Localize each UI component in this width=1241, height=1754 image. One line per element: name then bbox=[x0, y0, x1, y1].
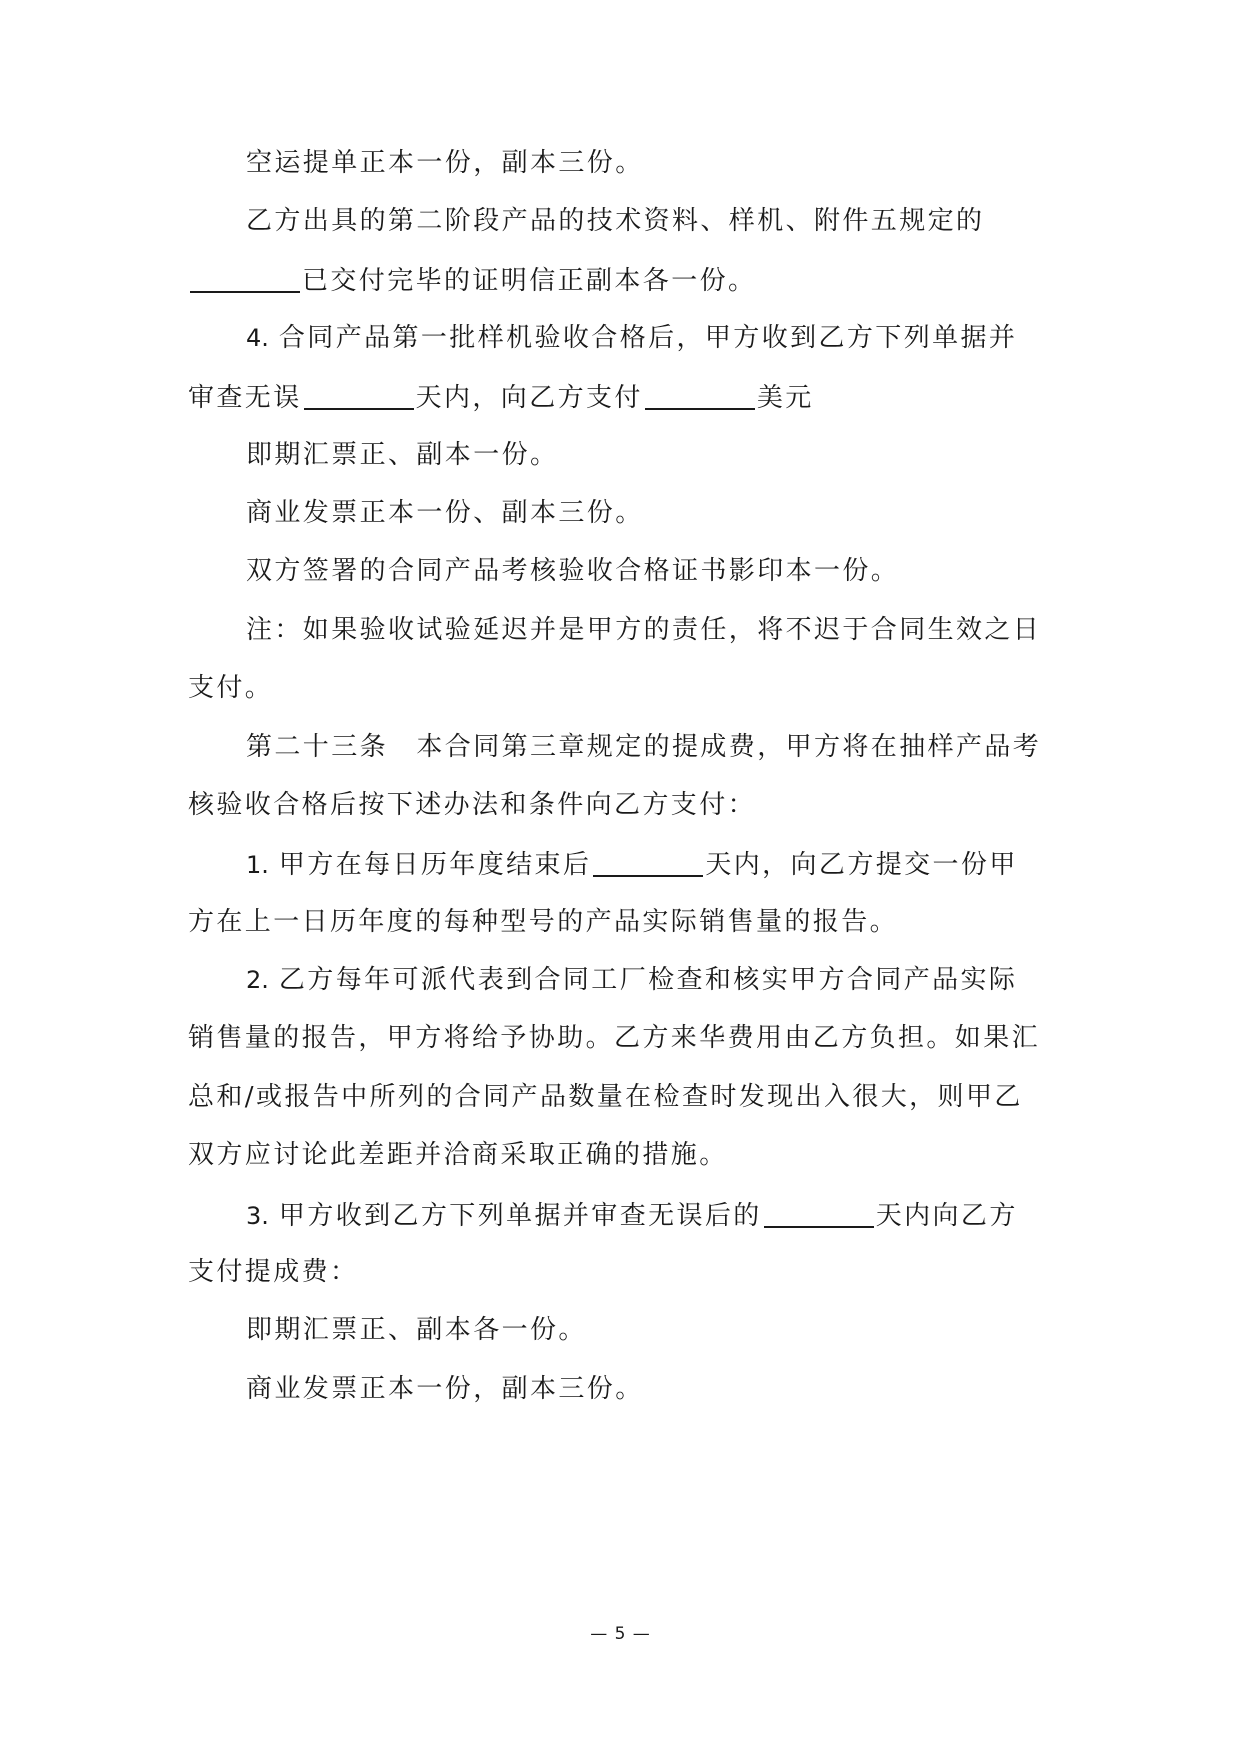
fill-in-blank bbox=[304, 378, 414, 410]
fill-in-blank bbox=[764, 1196, 874, 1228]
line-text: 甲方收到乙方下列单据并审查无误后的 bbox=[278, 1201, 762, 1231]
paragraph-line bbox=[246, 612, 1068, 648]
line-text: 即期汇票正、副本一份。 bbox=[246, 440, 559, 470]
line-text: 商业发票正本一份，副本三份。 bbox=[246, 1374, 644, 1404]
paragraph-line bbox=[246, 729, 1068, 765]
paragraph-line bbox=[188, 904, 1068, 940]
paragraph-line bbox=[246, 845, 1068, 883]
line-text: 支付。 bbox=[188, 673, 274, 703]
line-text: 总和/或报告中所列的合同产品数量在检查时发现出入很大，则甲乙 bbox=[188, 1082, 1023, 1112]
line-text: 甲方在每日历年度结束后 bbox=[278, 850, 592, 880]
line-text: 第二十三条 本合同第三章规定的提成费，甲方将在抽样产品考 bbox=[246, 732, 1042, 762]
line-text: 已交付完毕的证明信正副本各一份。 bbox=[302, 266, 757, 296]
item-number: 1. bbox=[246, 851, 269, 879]
paragraph-line bbox=[246, 495, 1068, 531]
line-text: 天内向乙方 bbox=[875, 1201, 1018, 1231]
line-text: 天内，向乙方提交一份甲 bbox=[705, 850, 1018, 880]
fill-in-blank bbox=[593, 845, 703, 877]
paragraph-line bbox=[188, 1020, 1068, 1056]
item-number: 3. bbox=[246, 1202, 269, 1230]
item-number: 2. bbox=[246, 966, 269, 994]
line-text: 美元 bbox=[756, 383, 814, 413]
paragraph-line bbox=[246, 1312, 1068, 1348]
line-text: 商业发票正本一份、副本三份。 bbox=[246, 498, 644, 528]
line-text: 审查无误 bbox=[188, 383, 302, 413]
paragraph-line bbox=[188, 787, 1068, 823]
line-text: 乙方每年可派代表到合同工厂检查和核实甲方合同产品实际 bbox=[278, 965, 1018, 995]
page-number: — 5 — bbox=[590, 1624, 651, 1644]
fill-in-blank bbox=[645, 378, 755, 410]
line-text: 双方签署的合同产品考核验收合格证书影印本一份。 bbox=[246, 556, 900, 586]
paragraph-line bbox=[188, 1079, 1068, 1115]
paragraph-line bbox=[188, 670, 1068, 706]
paragraph-line bbox=[188, 261, 1068, 299]
line-text: 销售量的报告，甲方将给予协助。乙方来华费用由乙方负担。如果汇 bbox=[188, 1023, 1041, 1053]
paragraph-line bbox=[246, 1196, 1068, 1234]
paragraph-line bbox=[246, 553, 1068, 589]
line-text: 空运提单正本一份，副本三份。 bbox=[246, 148, 644, 178]
line-text: 支付提成费： bbox=[188, 1257, 359, 1287]
paragraph-line bbox=[246, 145, 1068, 181]
line-text: 注：如果验收试验延迟并是甲方的责任，将不迟于合同生效之日 bbox=[246, 615, 1042, 645]
line-text: 方在上一日历年度的每种型号的产品实际销售量的报告。 bbox=[188, 907, 899, 937]
paragraph-line bbox=[188, 1137, 1068, 1173]
paragraph-line bbox=[246, 962, 1068, 998]
line-text: 乙方出具的第二阶段产品的技术资料、样机、附件五规定的 bbox=[246, 206, 985, 236]
line-text: 天内，向乙方支付 bbox=[415, 383, 643, 413]
paragraph-line bbox=[246, 203, 1068, 239]
paragraph-line bbox=[188, 1254, 1068, 1290]
paragraph-line bbox=[188, 378, 1068, 416]
line-text: 即期汇票正、副本各一份。 bbox=[246, 1315, 587, 1345]
paragraph-line bbox=[246, 320, 1068, 356]
line-text: 核验收合格后按下述办法和条件向乙方支付： bbox=[188, 790, 757, 820]
fill-in-blank bbox=[190, 261, 300, 293]
paragraph-line bbox=[246, 437, 1068, 473]
paragraph-line bbox=[246, 1371, 1068, 1407]
line-text: 双方应讨论此差距并洽商采取正确的措施。 bbox=[188, 1140, 728, 1170]
line-text: 合同产品第一批样机验收合格后，甲方收到乙方下列单据并 bbox=[278, 323, 1018, 353]
item-number: 4. bbox=[246, 324, 269, 352]
